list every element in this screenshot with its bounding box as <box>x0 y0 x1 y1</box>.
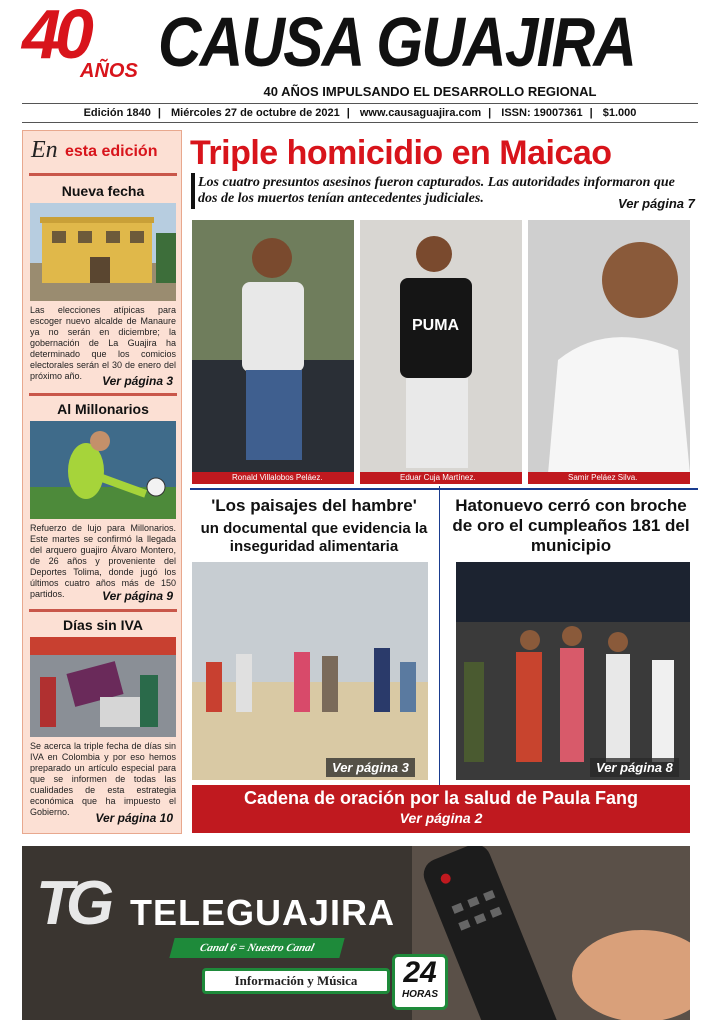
sidebar-item-text: Las elecciones atípicas para escoger nuevo alcalde de Manaure ya no serán en diciembre; la gobernación de La Guajira ha determinado que los comicios electorales serán el 30 de enero del próximo año. <box>30 305 176 381</box>
channel-name: TELEGUAJIRA <box>130 892 396 933</box>
story-right-title[interactable]: Hatonuevo cerró con broche de oro el cumpleaños 181 del municipio <box>452 496 690 555</box>
edition-number: Edición 1840 <box>83 107 151 119</box>
deck-bar <box>191 173 195 209</box>
shopping-photo[interactable] <box>30 637 176 737</box>
masthead <box>0 0 720 130</box>
remote-control-image <box>412 846 690 1020</box>
sidebar-head-rest: esta edición <box>65 143 158 160</box>
price: $1.000 <box>602 107 637 119</box>
divider <box>29 173 177 176</box>
suspect-photo-1[interactable] <box>192 220 354 474</box>
story-right-see-page[interactable]: Ver página 8 <box>590 758 679 777</box>
story-left-see-page[interactable]: Ver página 3 <box>326 758 415 777</box>
sidebar-head-en: En <box>31 137 58 163</box>
photo-caption: Ronald Villalobos Peláez. <box>192 472 354 484</box>
prayer-banner[interactable] <box>192 785 690 833</box>
edition-date: Miércoles 27 de octubre de 2021 <box>170 107 340 119</box>
goalkeeper-photo[interactable] <box>30 421 176 519</box>
hours-number: 24 <box>403 956 437 989</box>
lead-see-page-link[interactable]: Ver página 7 <box>618 196 695 211</box>
website-link[interactable]: www.causaguajira.com <box>359 107 482 119</box>
suspect-photo-2[interactable] <box>360 220 522 474</box>
story-left-subtitle: un documental que evidencia la inseguridad alimentaria <box>200 520 428 555</box>
see-page-link[interactable]: Ver página 3 <box>102 374 173 388</box>
logo-years: AÑOS <box>80 60 138 82</box>
channel-slogan: Canal 6 = Nuestro Canal <box>169 938 344 958</box>
suspect-photo-3[interactable] <box>528 220 690 474</box>
sidebar-item-title: Días sin IVA <box>63 617 143 633</box>
issn: ISSN: 19007361 <box>501 107 583 119</box>
info-music: Información y Música <box>202 968 390 994</box>
sidebar-item-text: Se acerca la triple fecha de días sin IVA en Colombia y por eso hemos preparado un artículo especial para que se informen de todas las cualidades de esta estrategia económica que ha impuesto el Gobierno. <box>30 741 176 817</box>
sidebar-item-text: Refuerzo de lujo para Millonarios. Este martes se confirmó la llegada del arquero guajiro Álvaro Montero, de 26 años y proveniente del Deportes Tolima, donde jugó los últimos cuatro años más de 150 partidos. <box>30 523 176 599</box>
sidebar-item-title: Al Millonarios <box>57 401 149 417</box>
sidebar-item-title: Nueva fecha <box>61 183 145 199</box>
in-this-edition-sidebar <box>22 130 182 834</box>
see-page-link[interactable]: Ver página 10 <box>95 811 173 825</box>
column-divider <box>439 486 440 786</box>
banner-title: Cadena de oración por la salud de Paula Fang <box>243 788 639 808</box>
children-photo[interactable] <box>192 562 428 780</box>
edition-bar: Edición 1840 | Miércoles 27 de octubre de 2021 | www.causaguajira.com | ISSN: 19007361 | $1.000 <box>22 103 698 123</box>
photo-caption: Samir Peláez Silva. <box>528 472 690 484</box>
story-left-title[interactable]: 'Los paisajes del hambre' <box>211 496 417 515</box>
lead-deck: Los cuatro presuntos asesinos fueron capturados. Las autoridades informaron que dos de los muertos tenían antecedentes judiciales. <box>198 175 675 206</box>
logo-number: 40 <box>22 0 88 73</box>
anniversary-logo <box>22 2 157 86</box>
tg-logo: TG <box>36 869 107 938</box>
banner-see-page: Ver página 2 <box>399 810 483 826</box>
teleguajira-ad[interactable] <box>22 846 690 1020</box>
divider <box>29 393 177 396</box>
hours-label: HORAS <box>401 989 439 1000</box>
svg-text:PUMA: PUMA <box>412 317 460 334</box>
crowd-photo[interactable] <box>456 562 690 780</box>
divider <box>29 609 177 612</box>
tagline: 40 AÑOS IMPULSANDO EL DESARROLLO REGIONAL <box>263 84 597 99</box>
photo-caption: Eduar Cuja Martínez. <box>360 472 522 484</box>
section-divider <box>190 488 698 490</box>
see-page-link[interactable]: Ver página 9 <box>102 589 173 603</box>
lead-headline[interactable]: Triple homicidio en Maicao <box>190 134 612 172</box>
newspaper-name: CAUSA GUAJIRA <box>158 3 636 81</box>
building-photo[interactable] <box>30 203 176 301</box>
hours-badge <box>392 954 448 1010</box>
